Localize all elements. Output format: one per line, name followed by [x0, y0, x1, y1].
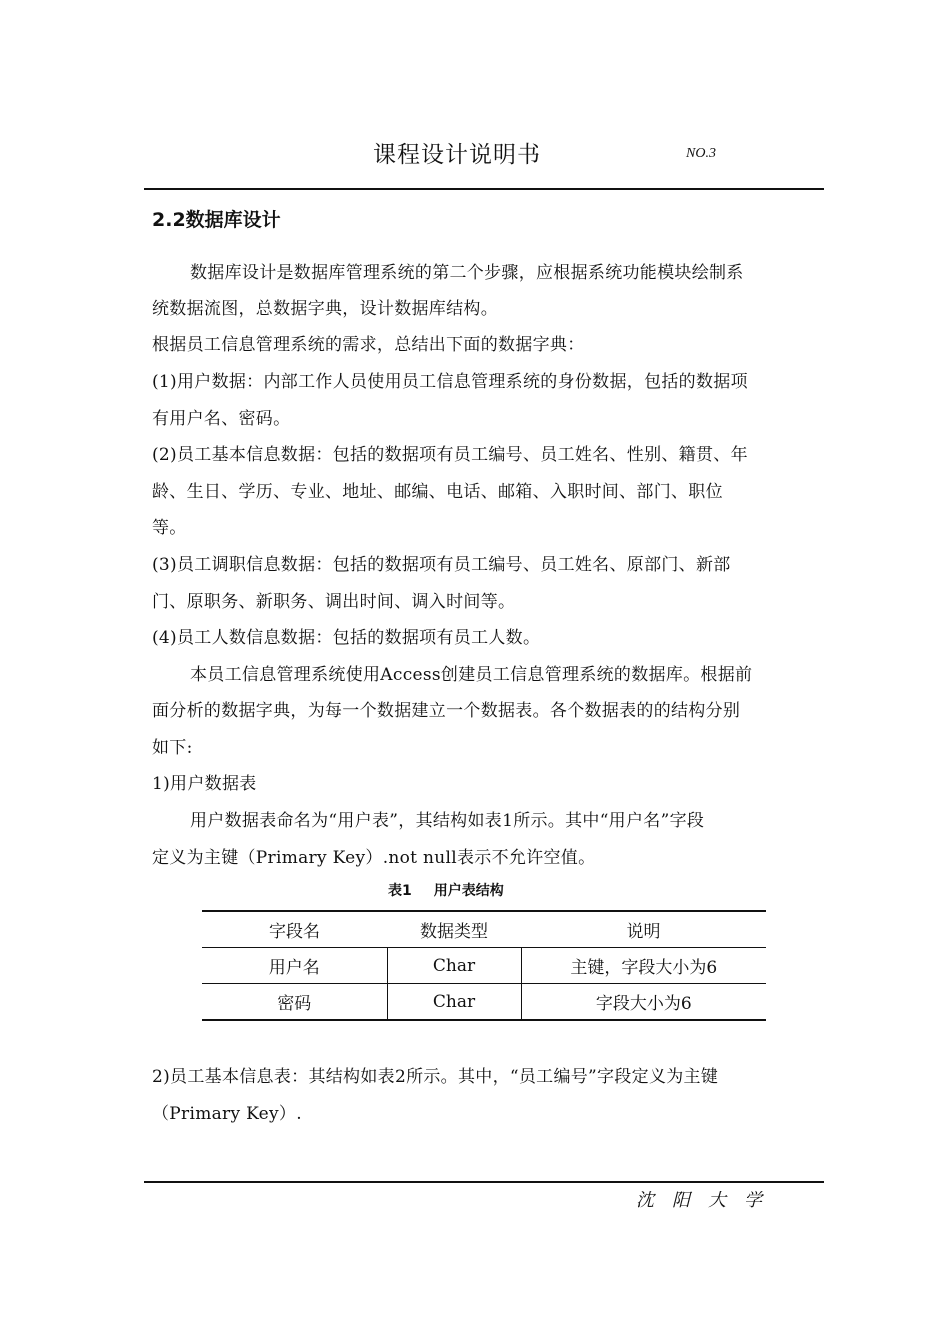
table-cell: Char — [387, 948, 521, 984]
subsection-title: 1)用户数据表 — [152, 774, 257, 794]
page-number: NO.3 — [686, 146, 716, 161]
paragraph-line: 根据员工信息管理系统的需求，总结出下面的数据字典： — [152, 335, 585, 355]
paragraph-line: 统数据流图，总数据字典，设计数据库结构。 — [152, 299, 498, 319]
section-heading: 2.2数据库设计 — [152, 209, 281, 231]
paragraph-line: （Primary Key）. — [152, 1104, 302, 1124]
footer-rule — [144, 1181, 824, 1183]
table-cell: Char — [387, 984, 521, 1021]
paragraph-line: 2)员工基本信息表：其结构如表2所示。其中，“员工编号”字段定义为主键 — [152, 1067, 719, 1087]
table-caption-number: 表1 — [388, 883, 412, 899]
list-item-line: (3)员工调职信息数据：包括的数据项有员工编号、员工姓名、原部门、新部 — [152, 555, 731, 575]
user-table-structure — [202, 910, 766, 1021]
table-cell: 密码 — [202, 984, 387, 1021]
paragraph-line: 面分析的数据字典，为每一个数据建立一个数据表。各个数据表的的结构分别 — [152, 701, 741, 721]
table-caption — [388, 880, 504, 900]
table-cell: 主键，字段大小为6 — [521, 948, 766, 984]
list-item-line: (2)员工基本信息数据：包括的数据项有员工编号、员工姓名、性别、籍贯、年 — [152, 445, 748, 465]
table-row — [202, 984, 766, 1021]
paragraph-line: 定义为主键（Primary Key）.not null表示不允许空值。 — [152, 848, 596, 868]
list-item-line: 等。 — [152, 518, 187, 538]
column-header: 说明 — [626, 922, 661, 942]
column-header: 数据类型 — [420, 922, 488, 942]
paragraph-line: 数据库设计是数据库管理系统的第二个步骤，应根据系统功能模块绘制系 — [190, 263, 744, 283]
table-cell: 字段大小为6 — [521, 984, 766, 1021]
header-rule — [144, 188, 824, 190]
list-item-line: 门、原职务、新职务、调出时间、调入时间等。 — [152, 592, 516, 612]
table-header-row — [202, 911, 766, 948]
table-caption-title: 用户表结构 — [433, 883, 504, 899]
table-row — [202, 948, 766, 984]
document-title: 课程设计说明书 — [373, 142, 541, 168]
paragraph-line: 用户数据表命名为“用户表”，其结构如表1所示。其中“用户名”字段 — [190, 811, 705, 831]
list-item-line: 有用户名、密码。 — [152, 409, 291, 429]
paragraph-line: 本员工信息管理系统使用Access创建员工信息管理系统的数据库。根据前 — [190, 665, 753, 685]
table-cell: 用户名 — [268, 958, 320, 978]
list-item-line: 龄、生日、学历、专业、地址、邮编、电话、邮箱、入职时间、部门、职位 — [152, 482, 723, 502]
list-item-line: (1)用户数据：内部工作人员使用员工信息管理系统的身份数据，包括的数据项 — [152, 372, 748, 392]
list-item-line: (4)员工人数信息数据：包括的数据项有员工人数。 — [152, 628, 541, 648]
footer-school-name: 沈阳大学 — [636, 1190, 780, 1211]
column-header: 字段名 — [269, 922, 320, 942]
paragraph-line: 如下: — [152, 738, 193, 758]
